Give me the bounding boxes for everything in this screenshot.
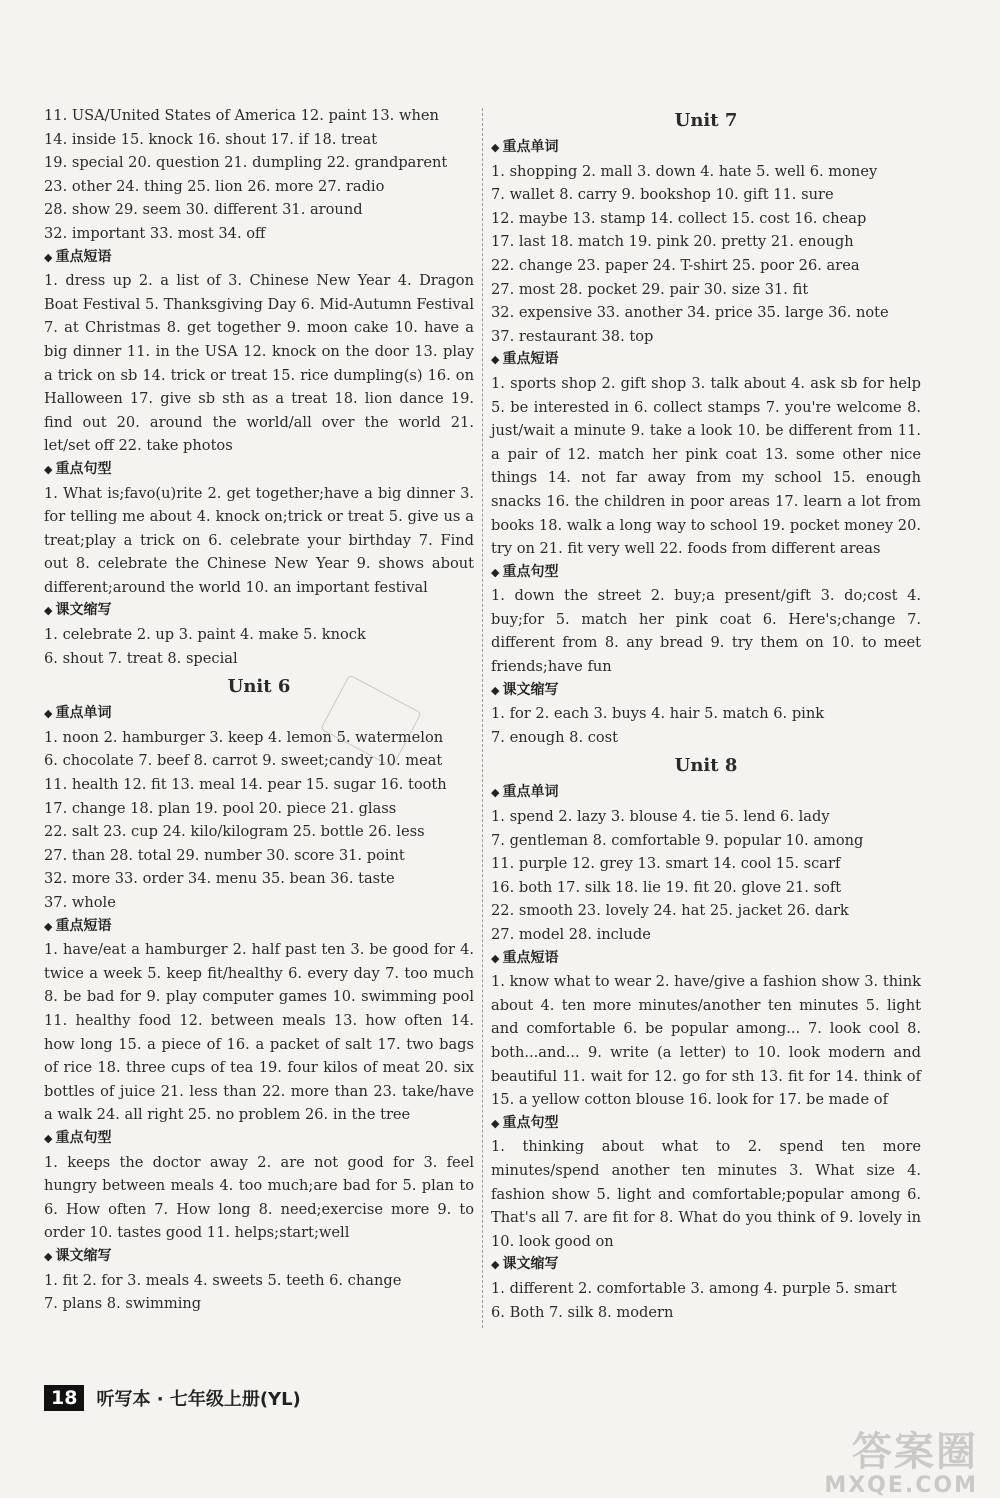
diamond-icon: ◆ (44, 250, 53, 264)
section-heading-label: 重点句型 (55, 1129, 112, 1146)
section-heading-label: 重点单词 (502, 139, 559, 155)
answer-line: 1. shopping 2. mall 3. down 4. hate 5. well 6. money (491, 162, 878, 180)
answer-line: 1. for 2. each 3. buys 4. hair 5. match 6. pink (491, 705, 825, 723)
section-heading (491, 136, 921, 160)
diamond-icon: ◆ (44, 1249, 53, 1263)
section-heading-label: 重点短语 (55, 248, 112, 265)
section-heading (44, 599, 474, 623)
answer-line: 1. spend 2. lazy 3. blouse 4. tie 5. lend 6. lady (491, 808, 830, 826)
answer-line: 37. whole (44, 894, 116, 911)
answer-line: 27. model 28. include (491, 926, 651, 943)
answer-line: 7. plans 8. swimming (44, 1295, 202, 1313)
answer-line: 32. expensive 33. another 34. price 35. large 36. note (491, 304, 889, 322)
answer-line: 7. enough 8. cost (491, 728, 619, 746)
answer-line: 11. USA/United States of America 12. paint 13. when (44, 107, 439, 124)
answer-line: 27. than 28. total 29. number 30. score 31. point (44, 846, 405, 864)
answer-line: 1. noon 2. hamburger 3. keep 4. lemon 5. watermelon (44, 728, 444, 746)
answer-paragraph: 1. What is;favo(u)rite 2. get together;have a big dinner 3. for telling me about 4. knock on;trick or treat 5. give us a treat;play a trick on 6. celebrate your birthday 7. Find out 8. celebrate the Chinese New Year 9. shows about different;around the world 10. an important festival (44, 484, 474, 596)
section-heading (491, 781, 921, 805)
section-heading-label: 重点句型 (55, 460, 112, 477)
diamond-icon: ◆ (491, 565, 500, 579)
section-heading-label: 重点短语 (502, 949, 559, 966)
answer-line: 12. maybe 13. stamp 14. collect 15. cost 16. cheap (491, 209, 867, 227)
answer-paragraph: 1. have/eat a hamburger 2. half past ten 3. be good for 4. twice a week 5. keep fit/healthy 6. every day 7. too much 8. be bad for 9. play computer games 10. swimming pool 11. healthy food 12. between meals 13. how often 14. how long 15. a piece of 16. a packet of salt 17. two bags of rice 18. three cups of tea 19. four kilos of meat 20. six bottles of juice 21. less than 22. more than 23. take/have a walk 24. all right 25. no problem 26. in the tree (44, 941, 474, 1124)
section-heading-label: 重点短语 (55, 917, 112, 934)
unit-title: Unit 7 (674, 110, 738, 131)
diamond-icon: ◆ (491, 683, 500, 697)
watermark-text: 答案圈 (852, 1429, 978, 1475)
section-heading (491, 679, 921, 703)
answer-line: 32. more 33. order 34. menu 35. bean 36. taste (44, 870, 395, 888)
answer-line: 17. last 18. match 19. pink 20. pretty 21. enough (491, 233, 854, 251)
diamond-icon: ◆ (491, 1116, 500, 1130)
answer-paragraph: 1. keeps the doctor away 2. are not good for 3. feel hungry between meals 4. too much;are bad for 5. plan to 6. How often 7. How long 8. need;exercise more 9. to order 10. tastes good 11. helps;start;well (44, 1153, 474, 1242)
answer-paragraph: 1. know what to wear 2. have/give a fashion show 3. think about 4. ten more minutes/another ten minutes 5. light and comfortable 6. be popular among... 7. look cool 8. both...and... 9. write (a letter) to 10. look modern and beautiful 11. wait for 12. go for sth 13. fit for 14. think of 15. a yellow cotton blouse 16. look for 17. be made of (491, 973, 921, 1109)
answer-line: 14. inside 15. knock 16. shout 17. if 18. treat (44, 130, 378, 148)
answer-paragraph: 1. dress up 2. a list of 3. Chinese New Year 4. Dragon Boat Festival 5. Thanksgiving Day 6. Mid-Autumn Festival 7. at Christmas 8. get together 9. moon cake 10. have a big dinner 11. in the USA 12. knock on the door 13. play a trick on sb 14. trick or treat 15. rice dumpling(s) 16. on Halloween 17. give sb sth as a treat 18. lion dance 19. find out 20. around the world/all over the world 21. let/set off 22. take photos (44, 272, 474, 455)
answer-line: 1. different 2. comfortable 3. among 4. purple 5. smart (491, 1279, 897, 1297)
answer-line: 7. wallet 8. carry 9. bookshop 10. gift 11. sure (491, 186, 834, 204)
diamond-icon: ◆ (491, 786, 500, 800)
diamond-icon: ◆ (491, 353, 500, 367)
answer-line: 32. important 33. most 34. off (44, 224, 266, 242)
answer-line: 22. salt 23. cup 24. kilo/kilogram 25. bottle 26. less (44, 823, 425, 841)
section-heading (44, 915, 474, 939)
answer-line: 37. restaurant 38. top (491, 327, 654, 345)
section-heading-label: 重点句型 (502, 1114, 559, 1131)
book-title: 听写本 · 七年级上册(YL) (96, 1389, 301, 1410)
page-footer (44, 1383, 301, 1413)
answer-line: 22. change 23. paper 24. T-shirt 25. poor 26. area (491, 256, 860, 274)
section-heading (44, 1245, 474, 1269)
answer-line: 23. other 24. thing 25. lion 26. more 27. radio (44, 177, 385, 195)
answer-line: 27. most 28. pocket 29. pair 30. size 31. fit (491, 280, 809, 298)
answer-line: 17. change 18. plan 19. pool 20. piece 21. glass (44, 799, 397, 817)
answer-paragraph: 1. thinking about what to 2. spend ten more minutes/spend another ten minutes 3. What size 4. fashion show 5. light and comfortable;popular among 6. That's all 7. are fit for 8. What do you think of 9. lovely in 10. look good on (491, 1138, 921, 1250)
page-number: 18 (44, 1385, 84, 1411)
section-heading-label: 重点短语 (502, 351, 559, 368)
unit-title: Unit 8 (674, 755, 738, 777)
answer-line: 16. both 17. silk 18. lie 19. fit 20. glove 21. soft (491, 878, 842, 896)
section-heading (44, 1127, 474, 1151)
diamond-icon: ◆ (491, 141, 500, 154)
section-heading (491, 561, 921, 585)
section-heading-label: 重点单词 (55, 705, 112, 722)
answer-line: 11. purple 12. grey 13. smart 14. cool 15. scarf (491, 855, 841, 873)
diamond-icon: ◆ (44, 1131, 53, 1145)
section-heading-label: 课文缩写 (55, 1247, 112, 1264)
section-heading (491, 1112, 921, 1136)
section-heading (44, 246, 474, 270)
diamond-icon: ◆ (44, 919, 53, 933)
answer-line: 11. health 12. fit 13. meal 14. pear 15. sugar 16. tooth (44, 776, 447, 794)
section-heading (491, 947, 921, 971)
answer-paragraph: 1. sports shop 2. gift shop 3. talk about 4. ask sb for help 5. be interested in 6. collect stamps 7. you're welcome 8. just/wait a minute 9. take a look 10. be different from 11. a pair of 12. match her pink coat 13. some other nice things 14. not far away from my school 15. enough snacks 16. the children in poor areas 17. learn a lot from books 18. walk a long way to school 19. pocket money 20. try on 21. fit very well 22. foods from different areas (491, 374, 921, 558)
diamond-icon: ◆ (491, 951, 500, 965)
section-heading-label: 重点句型 (502, 563, 559, 580)
section-heading-label: 课文缩写 (502, 681, 559, 698)
answer-paragraph: 1. down the street 2. buy;a present/gift 3. do;cost 4. buy;for 5. match her pink coat 6. Here's;change 7. different from 8. any bread 9. try them on 10. to meet friends;have fun (491, 587, 921, 676)
unit-title: Unit 6 (227, 676, 291, 698)
section-heading-label: 课文缩写 (502, 1256, 559, 1273)
answer-line: 1. celebrate 2. up 3. paint 4. make 5. knock (44, 626, 366, 644)
answer-line: 6. shout 7. treat 8. special (44, 649, 238, 667)
watermark-logo (824, 1420, 978, 1498)
section-heading (44, 458, 474, 482)
right-column (491, 104, 921, 1324)
section-heading-label: 课文缩写 (55, 602, 112, 619)
answer-line: 22. smooth 23. lovely 24. hat 25. jacket 26. dark (491, 902, 849, 920)
diamond-icon: ◆ (491, 1258, 500, 1272)
answer-line: 6. chocolate 7. beef 8. carrot 9. sweet;candy 10. meat (44, 752, 443, 770)
section-heading-label: 重点单词 (502, 784, 559, 801)
diamond-icon: ◆ (44, 604, 53, 618)
section-heading (491, 1253, 921, 1277)
diamond-icon: ◆ (44, 462, 53, 476)
answer-line: 1. fit 2. for 3. meals 4. sweets 5. teeth 6. change (44, 1271, 402, 1289)
watermark-url: MXQE.COM (824, 1473, 978, 1498)
section-heading (491, 348, 921, 372)
diamond-icon: ◆ (44, 707, 53, 721)
answer-line: 19. special 20. question 21. dumpling 22. grandparent (44, 154, 448, 172)
answer-line: 7. gentleman 8. comfortable 9. popular 10. among (491, 831, 864, 849)
column-divider (482, 108, 483, 1328)
answer-line: 6. Both 7. silk 8. modern (491, 1303, 674, 1321)
answer-line: 28. show 29. seem 30. different 31. around (44, 201, 363, 219)
